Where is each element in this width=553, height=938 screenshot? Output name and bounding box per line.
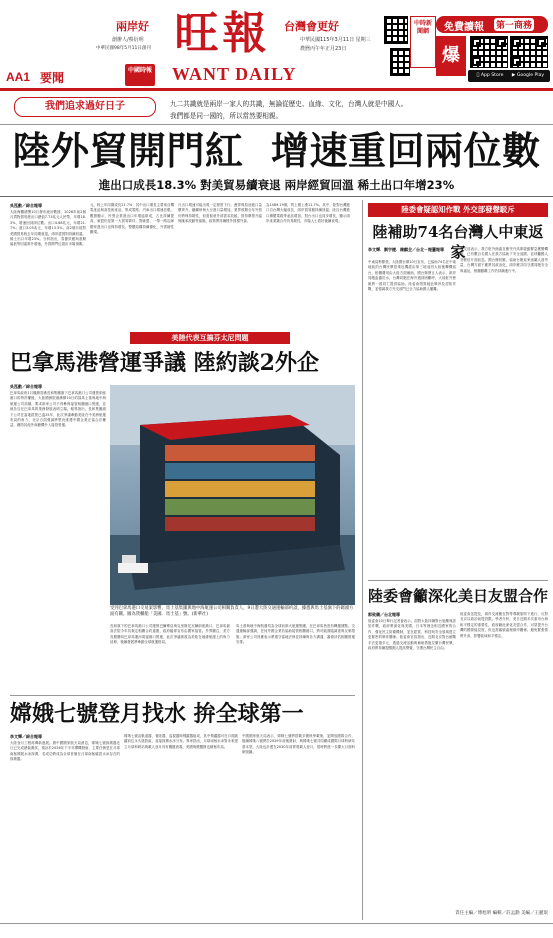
container-ship-illustration [110,385,355,605]
taiwan-col-left: 中東局勢緊張，大陸國台辦10日宣布，已協助74名在中東地區的台灣民眾搭乘包機經由第三地返回大陸後轉機返台，相關費用由大陸方面補助。國台辦發言人表示，兩岸同胞血濃於水，台灣同胞在海外遇到困難時，大陸駐外使館將一視同仁提供協助。陸委會則質疑此舉涉及認知作戰，並強調我方外交部門已全力協助國人撤離。 [368,260,456,292]
culture-col-left: 陸委會10日舉行記者會表示，面對大陸持續對台施壓與認知作戰，政府將深化與美國、日本等理念相近國家的合作，強化民主防衛機制，並在經貿、科技與安全領域建立更緊密的夥伴關係。陸委會官員指出，近期北京對台統戰手法更趨多元，透過交流活動與補助措施拉攏台灣民眾，政府將持續提醒國人提高警覺，守護台灣民主自由。 [368,619,456,651]
masthead-divider [0,88,553,91]
change-title: 嫦娥七號登月找水 拚全球第一 [10,701,304,727]
qr-corner-tr [497,38,506,47]
taiwan-title: 陸補助74名台灣人中東返家 [372,223,544,261]
change-byline: 李文輝／綜合報導 [10,734,42,739]
ctimes-label: 中時新聞網 [413,20,432,35]
promo-badge: 免費讀報 [444,22,484,33]
main-headline: 陸外貿開門紅 增速重回兩位數 [12,128,541,173]
right-story-divider [368,580,548,581]
right-banner: 陸委會疑認知作戰 外交部發聲駁斥 [368,203,548,217]
logo-chinese: 旺報 [174,8,271,59]
brand-badge-text: 中國時報 [127,67,152,74]
change-col-left: 大陸登月工程再傳新進展。據中國國家航天局消息，嫦娥七號探測器近日已完成總裝測試，預計於2026年下半年擇機發射，主要任務是在月球南極開展水冰探測，若成功將成為全球首個在月球南極確認水冰存在的探測器。 [10,741,120,762]
founded-date: 中華民國98年5月11日創刊 [96,46,151,51]
qr-corner-bl [472,57,481,66]
motto: 我們追求過好日子 [45,101,125,112]
promo-banner[interactable] [436,16,548,33]
masthead [0,0,553,96]
promo-sub: 第一商務 [494,18,534,31]
qr-corner-tl [472,38,481,47]
taiwan-col-right: 外交部表示，我方駐外館處自衝突升高即啟動緊急應變機制，已有數百名國人在我方協助下安全返國，並呼籲國人勿輕信片面訊息。國台辦回應，協助台胞返家純屬人道考量，台灣方面不應將其政治化，兩岸應共同守護同胞安全與福祉，相關撤離工作仍持續進行中。 [460,247,548,273]
google-play-label: Google Play [516,73,545,78]
photo-caption: 受到巴拿馬港口交易案影響，馬士基集團與地中海航運公司相關負責人，9日遭大陸交通運輸部約談，據悉與馬士基旗下的碼頭方面有關。圖為貨櫃船「美國．馬士基」號。(新華社) [110,606,354,617]
headline-divider [0,196,553,197]
explosive-label: 爆 [442,45,460,66]
panama-col-left: 巴拿馬政府1月撤銷香港長和集團旗下巴拿馬港口公司運營兩座港口的特許權後，大陸國務院港澳辦10日約談馬士基與地中海航運公司高層，要求兩家公司不得參與接管相關港口營運，並就各自在巴拿馬的業務發展表明立場。報導指出，長和集團旗下公司在當地經營已逾25年，此次爭議牽動美陸在中美洲航運布局的角力，北京方面強調將堅決維護中國企業正當合法權益，嚴防其他外商藉機介入接管營運。 [10,391,106,428]
main-subtitle: 進出口成長18.3% 對美貿易續衰退 兩岸經貿回溫 稀土出口年增23% [98,178,455,192]
culture-byline: 郭致儀／台北報導 [368,612,400,617]
apple-icon [477,73,480,78]
motto-box [14,97,156,117]
app-store-label: App Store [478,73,502,78]
google-play-badge[interactable] [506,70,550,82]
page-code: AA1 [6,70,31,84]
lunar-date: 農曆丙午年正月23日 [300,46,347,52]
change-col-right: 中國國家航天局表示，嫦娥七號將搭載多國科學載荷，並開放國際合作，後續嫦娥八號將於2029年前後發射，與嫦娥七號共同構成國際月球科研站基本型。大陸也計畫在2030年前實現載人登月，屆時將進一步擴大月面科研版圖。 [242,734,355,755]
brand-badge [125,64,155,86]
panama-byline: 吳泓勳／綜合報導 [10,384,42,389]
taiwan-byline: 李文輝．劉宇捷．陳麒全／台北－報圖報導 [368,247,444,252]
page-name: 要聞 [40,71,65,85]
panama-col-mid: 長和旗下的巴拿馬港口公司運營巴爾博亞與克里斯托瓦爾兩座港口，巴拿馬最高法院今年初裁定相關合約違憲，政府隨即宣布由國家接管。外界關注，美方長期關切巴拿馬運河周邊港口營運，此次爭議被視為美陸在地緣航運上的角力延伸，後續發展將牽動全球航運格局。 [110,624,230,645]
app-qr-code-2[interactable] [510,36,548,68]
footer-divider [0,923,553,924]
change-col-mid: 嫦娥七號由軌道器、著陸器、巡視器與飛躍器組成，其中飛躍器可在月面跳躍前往永久陰影區，直接探測水冰分布。專家指出，月球南極水冰對未來建立月球科研站與載人登月具有關鍵意義，美國與俄羅斯也積極布局。 [124,734,238,749]
footer-credits: 責任主編／傅旭明 編輯／莊孟勳 美編／王麗珉 [455,911,548,916]
container-ship-photo [110,385,355,605]
side-qr-code[interactable] [384,16,408,44]
app-qr-code-1[interactable] [470,36,508,68]
quote-line-2: 我們都是同一國的，所以當然要相親。 [170,112,283,120]
lead-col-3: 月出口增速可能出現一定程度下行。瀝青與原油進口量價齊升，鐵礦砂與大豆進口量增加，業界預期全年外貿仍將保持韌性，但需留意外部需求放緩、貿易摩擦升溫與匯率波動等風險，政策將持續穩外貿穩外資。 [178,203,262,224]
ctimes-qr-code[interactable] [390,48,410,76]
culture-col-right: 陸委會並提及，兩岸交流應在對等尊嚴原則下進行，反對北京以政治前提設限。學者分析，美日近期多次重申台海和平穩定的重要性，政府藉此深化友盟合作，可望提升台灣的國際能見度，但也需審慎處理兩岸關係，避免緊張情勢升高，影響區域和平穩定。 [460,612,548,638]
panama-col-right: 馬士基與地中海航運均為全球前兩大航運集團，在巴拿馬皆設有轉運據點。交通運輸部強調，任何外國企業若協助接管相關港口，將可能面臨調查與反制措施；兩家公司回應表示將遵守當地法律並持續與各方溝通，審慎評估相關營運安排。 [236,624,355,645]
ctimes-box[interactable] [410,16,436,68]
lead-col-4: 為1489.19億，對上期上漲11.7%。其中，陸對台灣進口自台灣大幅成長，兩岸貿易額持續回溫；陸自台灣進口積體電路等產品增加，對台出口也同步增長，顯示兩岸產業鏈合作仍具韌性，市場人士看好後續表現。 [266,203,350,224]
explosive-box[interactable] [436,36,466,76]
us-banner: 美陸代表互搞芬太尼問題 [130,332,290,344]
slogan-left: 兩岸好 [116,20,149,33]
qr-corner-tr [537,38,546,47]
culture-title: 陸委會籲深化美日友盟合作 [368,587,549,605]
panama-divider [10,695,355,696]
founder-line: 創辦人/蔡衍明 [112,37,144,43]
slogan-right: 台灣會更好 [284,20,339,33]
quote-line-1: 九二共識就是兩岸一家人的共識，無論從歷史、血緣、文化，台灣人就是中國人。 [170,100,408,108]
right-column-divider [362,200,363,920]
issue-date: 中華民國115年3月11日 星期三 [300,37,371,43]
quote-divider [0,124,553,125]
qr-corner-tl [512,38,521,47]
lead-col-2: 元，較上年同期成長21.7%；其中出口增長主要來自機電產品與高技術產品，集成電路、汽車出口增速亮眼。數據顯示，民營企業進出口年增逾兩成，占比持續提高，東盟仍是第一大貿易夥伴，對歐盟、一帶一路沿線國家進出口也保持增長，整體結構持續優化，外需韌性顯現。 [90,203,174,235]
logo-english: WANT DAILY [172,64,297,84]
play-icon: ▶ [511,73,516,78]
panama-title: 巴拿馬港營運爭議 陸約談2外企 [10,350,319,376]
qr-corner-bl [512,57,521,66]
lead-col-1: 大陸海關總署10日發布統計數據，2026年前2個月貨物貿易進出口總值7.73兆元人民幣，年增18.3%，增速回到兩位數。出口4.68兆元，年增21.7%；進口3.05兆元，年增13.5%。前2個月陸對美國貿易較去年同期衰退，兩岸經貿則持續回溫，稀土出口年增23%。分析指出，春節效應與基期偏低等因素推升增速，外貿開門紅超出市場預期。 [10,210,86,247]
lead-byline: 吳泓勳／綜合報導 [10,203,42,208]
